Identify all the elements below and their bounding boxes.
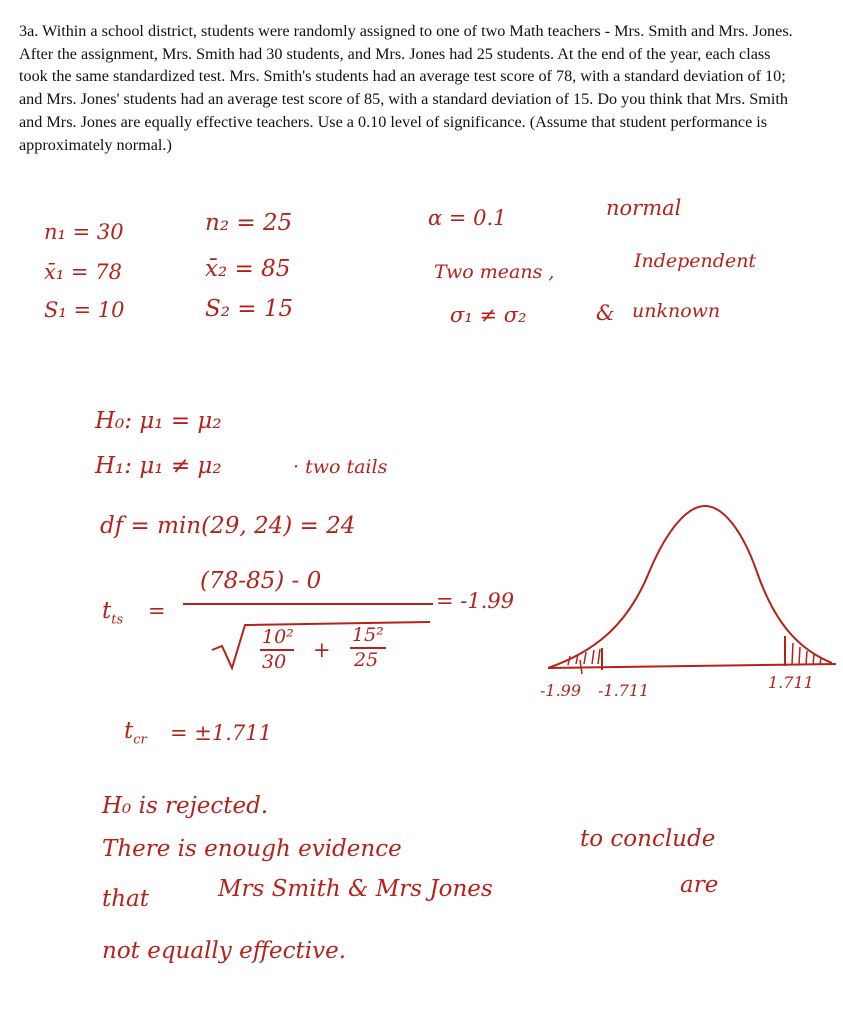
ts-marker [580,660,582,674]
graph-label-pos-critical: 1.711 [768,673,814,692]
conclusion-line-2b: to conclude [580,826,716,852]
n2-value: n₂ = 25 [205,210,293,236]
t-critical-letter: t [124,718,134,744]
t-stat-result: = -1.99 [436,589,515,613]
graph-label-neg-critical: -1.711 [598,681,650,700]
problem-statement: 3a. Within a school district, students were randomly assigned to one of two Math teachers - Mrs. Smith and Mrs. Jones. After the assignment, Mrs. Smith had 30 students, and Mrs. Jones had 25 students. At the end of the year, each class took the same standardized test. Mrs. Smith's students had an average test score of 78, with a standard deviation of 10; and Mrs. Jones' students had an average test score of 85, with a standard deviation of 15. Do you think that Mrs. Smith and Mrs. Jones are equally effective teachers. Use a 0.10 level of significance. (Assume that student performance is approximately normal.) [19,22,793,154]
alternative-hypothesis: H₁: μ₁ ≠ μ₂ [95,453,222,479]
t-stat-equals: = [148,599,166,623]
t-critical-subscript: cr [133,732,147,748]
conclusion-line-1: H₀ is rejected. [102,793,269,819]
t-stat-letter: t [102,598,112,624]
two-tails-note: · two tails [293,456,388,478]
normal-note: normal [606,196,682,220]
conclusion-line-4: not equally effective. [102,938,347,964]
null-hypothesis: H₀: μ₁ = μ₂ [95,408,222,434]
x-axis [548,664,836,668]
t-stat-numerator: (78-85) - 0 [200,568,322,594]
sigma-note: σ₁ ≠ σ₂ [450,303,527,327]
conclusion-line-3a: that [102,886,150,912]
den-plus: + [313,638,331,662]
graph-label-ts: -1.99 [540,681,582,700]
degrees-of-freedom: df = min(29, 24) = 24 [100,513,356,539]
conclusion-line-3b: Mrs Smith & Mrs Jones [218,876,493,902]
s2-value: S₂ = 15 [205,296,294,322]
den-a-numerator: 10² [262,626,294,648]
right-tail-shading [792,643,821,665]
two-means-note: Two means , [434,261,555,283]
conclusion-line-3c: are [680,872,719,898]
den-b-numerator: 15² [352,624,384,646]
xbar1-value: x̄₁ = 78 [44,260,122,284]
s1-value: S₁ = 10 [44,298,125,322]
bell-curve [548,506,832,668]
xbar2-value: x̄₂ = 85 [205,256,291,282]
den-b-denominator: 25 [354,649,379,671]
independent-note: Independent [634,250,757,272]
alpha-value: α = 0.1 [428,206,507,230]
conclusion-line-2a: There is enough evidence [102,836,402,862]
unknown-note: unknown [632,300,721,322]
t-stat-subscript: ts [111,612,124,628]
ampersand-note: & [596,301,615,325]
den-a-denominator: 30 [262,651,287,673]
t-critical-value: = ±1.711 [170,721,272,745]
n1-value: n₁ = 30 [44,220,124,244]
